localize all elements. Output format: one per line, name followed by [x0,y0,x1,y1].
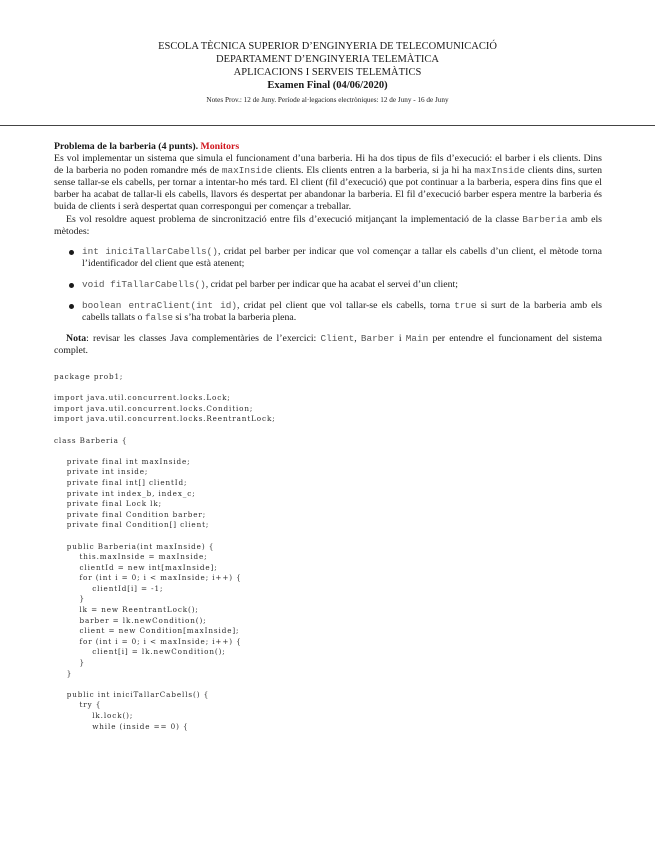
code-line: private final int[] clientId; [54,477,188,487]
text-run: , cridat pel client que vol tallar-se els cabells, torna [237,300,455,312]
code-line: class Barberia { [54,435,128,445]
text-run: , cridat pel barber per indicar que ha acabat el servei d’un client; [205,278,458,290]
text-run: , cridat pel barber per indicar que vol començar a tallar els cabells d’un client, el mètode torna l’identificador del client que està atenent; [82,245,602,269]
header-divider [0,125,655,126]
code-inline: Barber [360,333,395,345]
problem-topic: Monitors [200,141,240,152]
bullet-icon [69,304,74,309]
text-run: amb els mètodes: [54,213,602,237]
note-paragraph [54,333,602,357]
problem-statement [54,141,602,357]
code-line: private final Condition barber; [54,509,207,519]
code-line: public Barberia(int maxInside) { [54,541,215,551]
exam-dates: Notes Prov.: 12 de Juny. Període al·legacions electròniques: 12 de Juny - 16 de Juny [206,96,449,104]
code-line: client[i] = lk.newCondition(); [54,647,226,657]
course-name: APLICACIONS I SERVEIS TELEMÀTICS [233,67,422,78]
code-line: while (inside == 0) { [54,721,189,731]
text-run: per entendre el funcionament del sistema complet. [54,333,603,357]
exam-title: Examen Final (04/06/2020) [267,80,388,91]
department-name: DEPARTAMENT D’ENGINYERIA TELEMÀTICA [216,54,439,65]
code-inline: Barberia [522,213,568,225]
code-inline: maxInside [221,165,273,177]
code-line: try { [54,700,102,710]
code-inline: boolean entraClient(int id) [82,300,237,312]
code-inline: maxInside [474,165,525,177]
code-line: private int inside; [54,467,149,477]
list-item [54,300,602,324]
problem-paragraph-2 [54,214,602,238]
code-line: private final Condition[] client; [54,520,210,530]
code-line: clientId[i] = -1; [54,583,164,593]
code-line: lk = new ReentrantLock(); [54,605,199,615]
code-line: } [54,594,85,604]
code-inline: int iniciTallarCabells() [82,245,218,257]
text-run: : revisar les classes Java complementàries de l’exercici: [86,333,321,345]
method-list [54,246,602,324]
code-line: lk.lock(); [54,711,134,720]
code-inline: Client [320,333,355,345]
code-line: import java.util.concurrent.locks.ReentrantLock; [54,414,276,424]
code-line: package prob1; [54,372,124,381]
note-label: Nota [66,333,87,345]
text-run: i [394,333,406,345]
text-run: Es vol implementar un sistema que simula el funcionament d’una barberia. Hi ha dos tipus de fils d’execució: el barber i els clients. Dins de la barberia no poden romandre més de [54,153,602,177]
code-line: for (int i = 0; i < maxInside; i++) { [54,636,242,646]
document-header [0,40,655,106]
code-line: public int iniciTallarCabells() { [54,689,210,699]
code-line: private final int maxInside; [54,456,191,466]
problem-title: Problema de la barberia (4 punts). [54,141,199,152]
code-line: private int index_b, index_c; [54,488,196,498]
text-run: Es vol resoldre aquest problema de sincronització entre fils d’execució mitjançant la implementació de la classe [66,213,523,225]
text-run: si s’ha trobat la barberia plena. [172,312,297,324]
list-item [54,279,602,291]
bullet-icon [69,250,74,255]
code-inline: false [144,312,173,324]
code-line: clientId = new int[maxInside]; [54,562,218,572]
code-line: import java.util.concurrent.locks.Lock; [54,393,231,403]
school-name: ESCOLA TÈCNICA SUPERIOR D’ENGINYERIA DE TELECOMUNICACIÓ [158,41,497,52]
code-inline: void fiTallarCabells() [82,278,206,290]
list-item [54,246,602,270]
bullet-icon [69,283,74,288]
text-run: si surt de la barberia amb els cabells tallats o [82,300,602,324]
code-line: client = new Condition[maxInside]; [54,626,240,636]
code-line: } [54,658,85,668]
code-line: import java.util.concurrent.locks.Condition; [54,403,254,413]
code-line: private final Lock lk; [54,499,162,509]
code-line: for (int i = 0; i < maxInside; i++) { [54,573,242,583]
code-inline: Main [405,333,429,345]
code-line: barber = lk.newCondition(); [54,615,207,625]
code-line: this.maxInside = maxInside; [54,552,208,562]
text-run: clients dins, surten sense tallar-se els cabells, per tornar a intentar-ho més tard. El client (fil d’execució) que pot continuar a la barberia, espera dins fins que el barber ha acabat de tallar-li els cabells, llavors és despertat per abandonar la barberia. El fil d’execució barber espera mentre la barberia és buida de clients i serà despertat quan correspongui per començar a treballar. [54,165,602,213]
text-run: , [354,333,361,345]
problem-paragraph-1 [54,141,602,214]
code-line: } [54,668,73,678]
text-run: clients. Els clients entren a la barberia, si ja hi ha [272,165,475,177]
code-listing [54,372,602,732]
code-inline: true [454,300,477,312]
